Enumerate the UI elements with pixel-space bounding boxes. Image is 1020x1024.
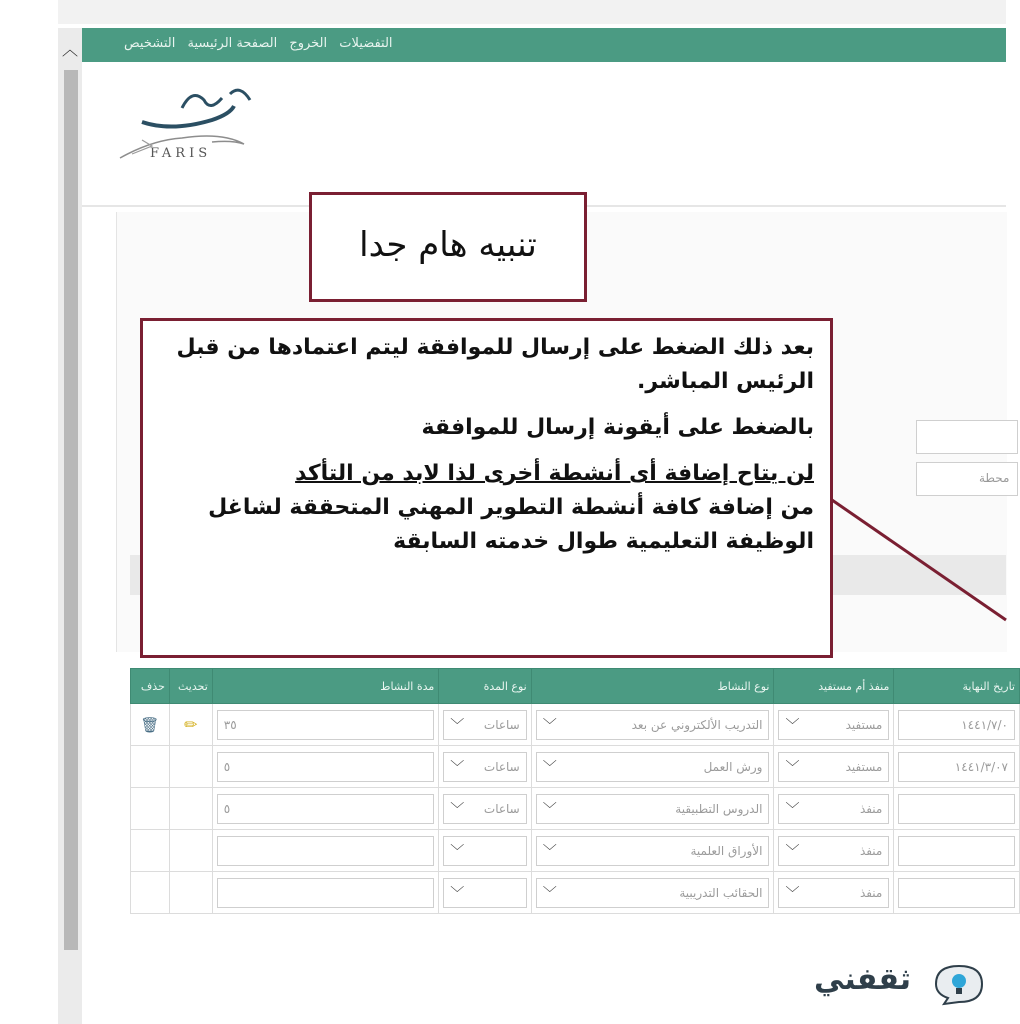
lightbulb-icon bbox=[930, 962, 988, 1006]
header-duration-type: نوع المدة bbox=[439, 669, 531, 704]
duration-type-select[interactable]: ساعات ﹀ bbox=[443, 794, 526, 824]
table-row bbox=[131, 872, 1020, 914]
nav-link-home[interactable]: الصفحة الرئيسية bbox=[187, 36, 278, 51]
warning-note-box bbox=[140, 318, 833, 658]
duration-type-select[interactable]: ساعات ﹀ bbox=[443, 752, 526, 782]
logo-text: FARIS bbox=[150, 146, 212, 161]
role-select[interactable]: مستفيد ﹀ bbox=[778, 710, 889, 740]
chevron-down-icon: ﹀ bbox=[450, 801, 465, 818]
duration-input[interactable]: ٣٥ bbox=[217, 710, 435, 740]
chevron-down-icon: ﹀ bbox=[785, 759, 800, 776]
chevron-down-icon: ﹀ bbox=[542, 717, 557, 734]
header-end-date: تاريخ النهاية bbox=[894, 669, 1020, 704]
table-row bbox=[131, 830, 1020, 872]
note-paragraph-2: بالضغط على أيقونة إرسال للموافقة bbox=[421, 415, 814, 440]
table-header-row bbox=[131, 669, 1020, 704]
duration-input[interactable]: ٥ bbox=[217, 752, 435, 782]
header-delete: حذف bbox=[131, 669, 170, 704]
nav-link-logout[interactable]: الخروج bbox=[289, 36, 328, 51]
chevron-down-icon: ﹀ bbox=[785, 801, 800, 818]
activities-table bbox=[130, 668, 1020, 914]
activity-select[interactable]: الأوراق العلمية ﹀ bbox=[536, 836, 770, 866]
activity-select[interactable]: الحقائب التدريبية ﹀ bbox=[536, 878, 770, 908]
table-row bbox=[131, 788, 1020, 830]
table-row bbox=[131, 704, 1020, 746]
end-date-input[interactable] bbox=[898, 878, 1015, 908]
role-select[interactable]: منفذ ﹀ bbox=[778, 878, 889, 908]
watermark-text: ثقفني bbox=[814, 962, 912, 997]
chevron-up-icon[interactable]: ︿ bbox=[61, 40, 78, 59]
end-date-input[interactable]: ١٤٤١/٧/٠ bbox=[898, 710, 1015, 740]
chevron-down-icon: ﹀ bbox=[542, 885, 557, 902]
role-select[interactable]: منفذ ﹀ bbox=[778, 794, 889, 824]
header-duration: مدة النشاط bbox=[212, 669, 439, 704]
form-field-2-label: محطة bbox=[979, 471, 1010, 485]
duration-input[interactable] bbox=[217, 836, 435, 866]
warning-title-box bbox=[309, 192, 587, 302]
duration-input[interactable]: ٥ bbox=[217, 794, 435, 824]
header-activity-type: نوع النشاط bbox=[531, 669, 774, 704]
chevron-down-icon: ﹀ bbox=[450, 885, 465, 902]
table-row bbox=[131, 746, 1020, 788]
role-select[interactable]: منفذ ﹀ bbox=[778, 836, 889, 866]
duration-type-select[interactable]: ساعات ﹀ bbox=[443, 710, 526, 740]
end-date-input[interactable]: ١٤٤١/٣/٠٧ bbox=[898, 752, 1015, 782]
note-underlined-text: لن يتاح إضافة أى أنشطة أخرى لذا لابد من التأكد bbox=[295, 461, 814, 486]
duration-input[interactable] bbox=[217, 878, 435, 908]
note-paragraph-1: بعد ذلك الضغط على إرسال للموافقة ليتم اعتمادها من قبل الرئيس المباشر. bbox=[176, 335, 814, 394]
chevron-down-icon: ﹀ bbox=[785, 717, 800, 734]
chevron-down-icon: ﹀ bbox=[450, 759, 465, 776]
chevron-down-icon: ﹀ bbox=[542, 801, 557, 818]
header-update: تحديث bbox=[169, 669, 212, 704]
activity-select[interactable]: ورش العمل ﹀ bbox=[536, 752, 770, 782]
activity-select[interactable]: التدريب الألكتروني عن بعد ﹀ bbox=[536, 710, 770, 740]
role-select[interactable]: مستفيد ﹀ bbox=[778, 752, 889, 782]
end-date-input[interactable] bbox=[898, 836, 1015, 866]
chevron-down-icon: ﹀ bbox=[542, 843, 557, 860]
header-role: منفذ أم مستفيد bbox=[774, 669, 894, 704]
chevron-down-icon: ﹀ bbox=[785, 843, 800, 860]
note-paragraph-3: من إضافة كافة أنشطة التطوير المهني المتحققة لشاغل الوظيفة التعليمية طوال خدمته السابقة bbox=[208, 495, 814, 554]
pencil-icon[interactable]: ✏ bbox=[184, 715, 198, 734]
chevron-down-icon: ﹀ bbox=[785, 885, 800, 902]
duration-type-select[interactable] bbox=[443, 878, 526, 908]
chevron-down-icon: ﹀ bbox=[542, 759, 557, 776]
duration-type-select[interactable] bbox=[443, 836, 526, 866]
end-date-input[interactable] bbox=[898, 794, 1015, 824]
nav-link-preferences[interactable]: التفضيلات bbox=[339, 36, 393, 51]
chevron-down-icon: ﹀ bbox=[450, 717, 465, 734]
trash-icon[interactable]: 🗑 bbox=[140, 715, 160, 734]
nav-link-diagnosis[interactable]: التشخيص bbox=[124, 36, 176, 51]
activity-select[interactable]: الدروس التطبيقية ﹀ bbox=[536, 794, 770, 824]
warning-title: تنبيه هام جدا bbox=[359, 225, 537, 265]
chevron-down-icon: ﹀ bbox=[450, 843, 465, 860]
